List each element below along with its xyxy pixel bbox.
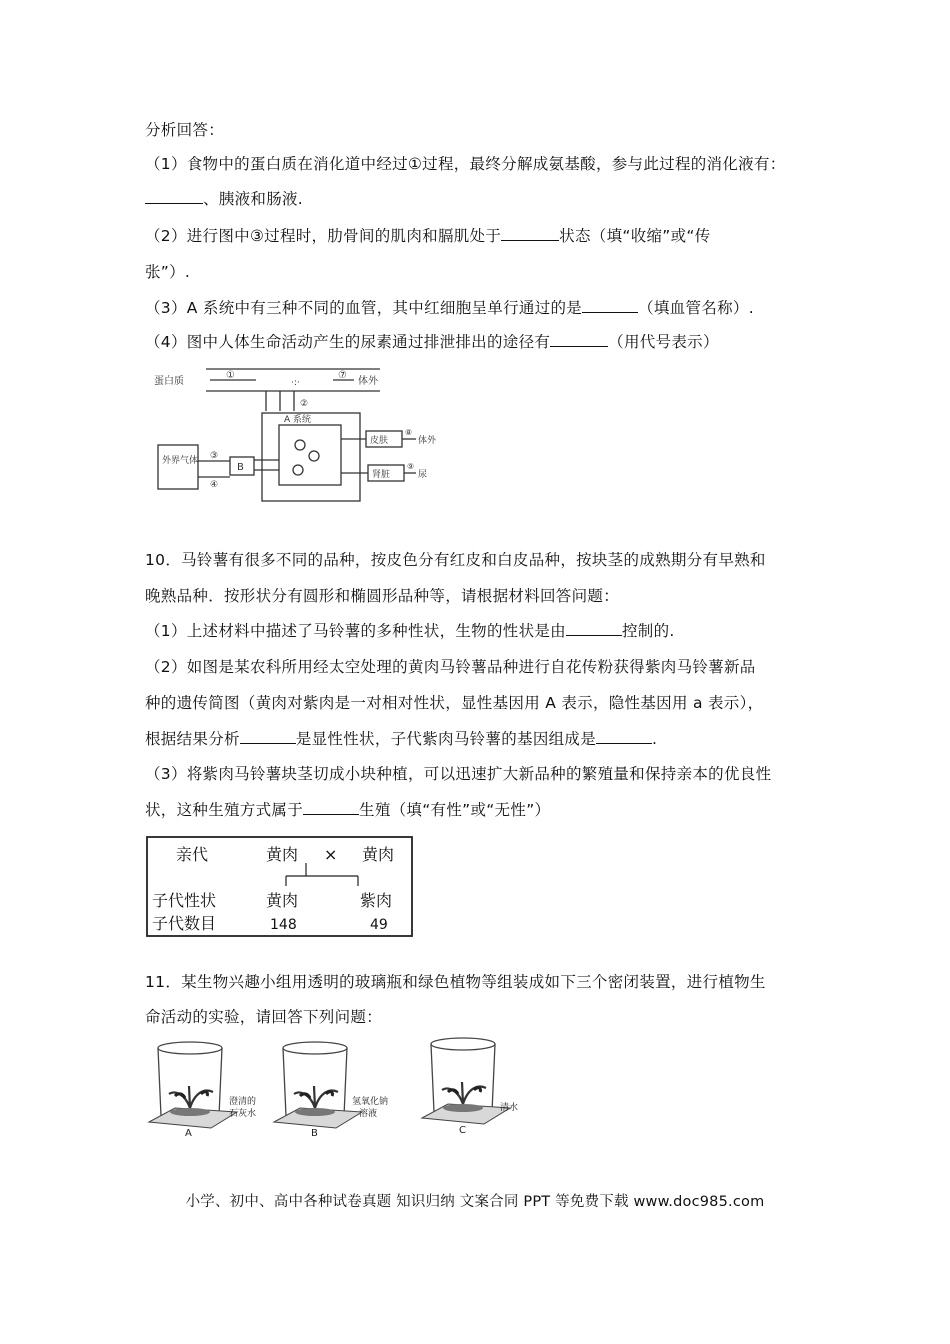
- answer-blank[interactable]: [582, 298, 638, 313]
- q9-intro: 分析回答：: [145, 121, 225, 139]
- label-offspring-trait: 子代性状: [152, 891, 217, 910]
- label-protein: 蛋白质: [154, 376, 184, 387]
- jar-b-label-line2: 溶液: [359, 1109, 378, 1119]
- label-process-8: ⑧: [405, 428, 413, 437]
- offspring-right-count: 49: [370, 917, 388, 933]
- label-process-2: ②: [300, 399, 309, 409]
- q10-part2-line2: 种的遗传简图（黄肉对紫肉是一对相对性状，显性基因用 A 表示，隐性基因用 a 表示），: [145, 694, 764, 712]
- label-offspring-count: 子代数目: [152, 914, 217, 933]
- q10-part2-line1: （2）如图是某农科所用经太空处理的黄肉马铃薯品种进行自花传粉获得紫肉马铃薯新品: [145, 658, 756, 676]
- jar-b-label-line1: 氢氧化钠: [352, 1097, 389, 1107]
- parent-right-trait: 黄肉: [362, 845, 395, 864]
- label-out-body-skin: 体外: [418, 436, 437, 446]
- answer-blank[interactable]: [240, 729, 296, 744]
- jar-a-label-line1: 澄清的: [229, 1097, 257, 1107]
- label-system-a: A 系统: [284, 415, 312, 425]
- answer-blank[interactable]: [303, 800, 359, 815]
- q10-part3-line2: 状，这种生殖方式属于 生殖（填“有性”或“无性”）: [145, 801, 551, 819]
- digestion-circulation-diagram: [148, 365, 448, 505]
- jar-c-letter: C: [459, 1125, 466, 1136]
- q10-line2: 晚熟品种．按形状分有圆形和椭圆形品种等，请根据材料回答问题：: [145, 587, 620, 605]
- label-process-1: ①: [226, 370, 235, 381]
- cross-symbol: ×: [324, 845, 338, 864]
- label-process-4: ④: [210, 480, 219, 490]
- page-footer: 小学、初中、高中各种试卷真题 知识归纳 文案合同 PPT 等免费下载 www.doc985.com: [185, 1194, 765, 1210]
- label-parent: 亲代: [176, 845, 209, 864]
- label-skin: 皮肤: [370, 436, 389, 446]
- answer-blank[interactable]: [145, 189, 203, 204]
- label-b: B: [237, 462, 244, 473]
- jar-a-label-line2: 石灰水: [229, 1109, 257, 1119]
- label-out-body-top: 体外: [358, 376, 378, 387]
- offspring-right-trait: 紫肉: [360, 891, 393, 910]
- q9-part1-line2: 、胰液和肠液.: [145, 189, 303, 209]
- q10-part2-line3: 根据结果分析 是显性性状，子代紫肉马铃薯的基因组成是 .: [145, 730, 658, 748]
- q9-part1-line1: （1）食物中的蛋白质在消化道中经过①过程，最终分解成氨基酸，参与此过程的消化液有：: [145, 155, 786, 173]
- q9-part4: （4）图中人体生命活动产生的尿素通过排泄排出的途径有 （用代号表示）: [145, 333, 719, 351]
- jar-a: [149, 1042, 256, 1139]
- q11-line2: 命活动的实验，请回答下列问题：: [145, 1008, 383, 1026]
- answer-blank[interactable]: [566, 621, 622, 636]
- label-urine: 尿: [418, 470, 428, 480]
- jar-c: [422, 1038, 518, 1136]
- jar-b-letter: B: [311, 1128, 318, 1139]
- label-external-air: 外界气体: [162, 456, 199, 466]
- q11-line1: 11．某生物兴趣小组用透明的玻璃瓶和绿色植物等组装成如下三个密闭装置，进行植物生: [145, 973, 766, 991]
- answer-blank[interactable]: [550, 332, 608, 347]
- q10-line1: 10．马铃薯有很多不同的品种，按皮色分有红皮和白皮品种，按块茎的成熟期分有早熟和: [145, 551, 766, 569]
- label-kidney: 肾脏: [372, 470, 391, 480]
- amino-acid-dots-icon: ·:·: [291, 378, 300, 388]
- parent-left-trait: 黄肉: [266, 845, 299, 864]
- q10-part3-line1: （3）将紫肉马铃薯块茎切成小块种植，可以迅速扩大新品种的繁殖量和保持亲本的优良性: [145, 765, 772, 783]
- answer-blank[interactable]: [501, 226, 559, 241]
- jar-experiment-figure: [145, 1036, 535, 1140]
- jar-a-letter: A: [185, 1128, 192, 1139]
- q9-part2-line1: （2）进行图中③过程时，肋骨间的肌肉和膈肌处于 状态（填“收缩”或“传: [145, 227, 711, 245]
- q10-part1: （1）上述材料中描述了马铃薯的多种性状，生物的性状是由 控制的.: [145, 622, 675, 640]
- offspring-left-count: 148: [270, 917, 297, 933]
- offspring-left-trait: 黄肉: [266, 891, 299, 910]
- answer-blank[interactable]: [596, 729, 652, 744]
- genetics-table-figure: [146, 836, 414, 938]
- label-process-3: ③: [210, 451, 219, 461]
- jar-c-label: 清水: [500, 1103, 519, 1113]
- q9-part2-line2: 张”）.: [145, 263, 191, 281]
- label-process-9: ⑨: [407, 462, 415, 471]
- q9-part3: （3）A 系统中有三种不同的血管，其中红细胞呈单行通过的是 （填血管名称）.: [145, 299, 754, 317]
- label-process-7: ⑦: [338, 370, 347, 381]
- jar-b: [274, 1042, 388, 1139]
